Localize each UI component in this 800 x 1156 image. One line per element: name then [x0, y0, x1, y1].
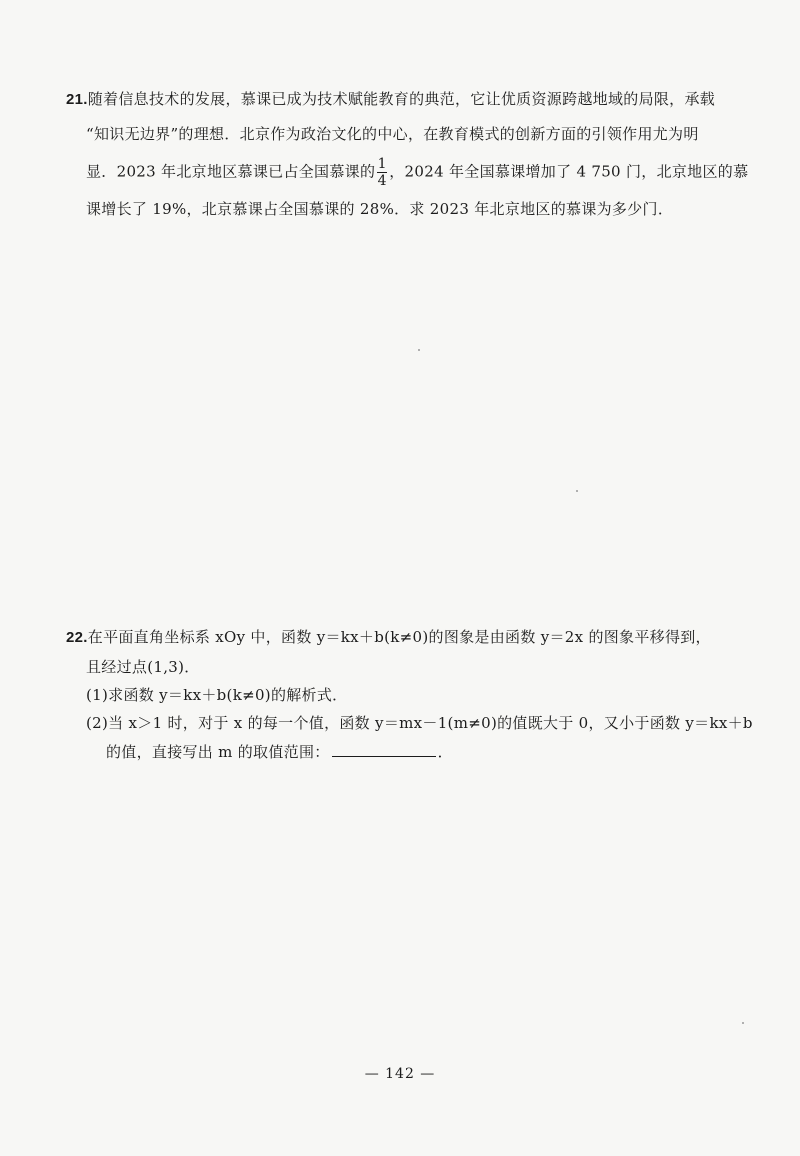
answer-blank[interactable] [332, 742, 436, 757]
scan-speck [418, 349, 420, 351]
scan-speck [742, 1022, 744, 1024]
scan-speck [576, 490, 578, 492]
problem-22-line-1 [66, 626, 711, 647]
problem-21-text-3a: 显．2023 年北京地区慕课已占全国慕课的 [86, 162, 376, 181]
problem-22-end-period: ． [437, 743, 453, 761]
problem-22-number: 22. [66, 629, 88, 646]
problem-22-part-1: (1)求函数 y＝kx＋b(k≠0)的解析式． [86, 686, 348, 704]
problem-21-line-2: “知识无边界”的理想．北京作为政治文化的中心，在教育模式的创新方面的引领作用尤为明 [86, 125, 699, 143]
fraction-one-quarter [377, 156, 387, 189]
problem-21-text-1: 随着信息技术的发展，慕课已成为技术赋能教育的典范，它让优质资源跨越地域的局限，承载 [87, 90, 716, 108]
problem-21-line-1 [66, 88, 715, 109]
problem-21-line-4: 课增长了 19%，北京慕课占全国慕课的 28%．求 2023 年北京地区的慕课为多少门． [86, 200, 674, 218]
problem-22-part-2-line-1: (2)当 x＞1 时，对于 x 的每一个值，函数 y＝mx－1(m≠0)的值既大于 0，又小于函数 y＝kx＋b [86, 714, 753, 732]
problem-21-text-3b: ，2024 年全国慕课增加了 4 750 门，北京地区的慕 [389, 162, 749, 181]
problem-21-line-3 [86, 156, 748, 189]
problem-22-part-2-line-2 [106, 741, 453, 762]
problem-22-text-1: 在平面直角坐标系 xOy 中，函数 y＝kx＋b(k≠0)的图象是由函数 y＝2x 的图象平移得到， [87, 628, 711, 646]
page-number: — 142 — [364, 1066, 436, 1082]
problem-21-number: 21. [66, 91, 88, 108]
problem-22-text-part-2b: 的值，直接写出 m 的取值范围： [106, 743, 330, 761]
problem-22-line-2: 且经过点(1,3)． [86, 658, 200, 676]
fraction-denominator: 4 [377, 173, 387, 189]
fraction-numerator: 1 [377, 156, 387, 172]
